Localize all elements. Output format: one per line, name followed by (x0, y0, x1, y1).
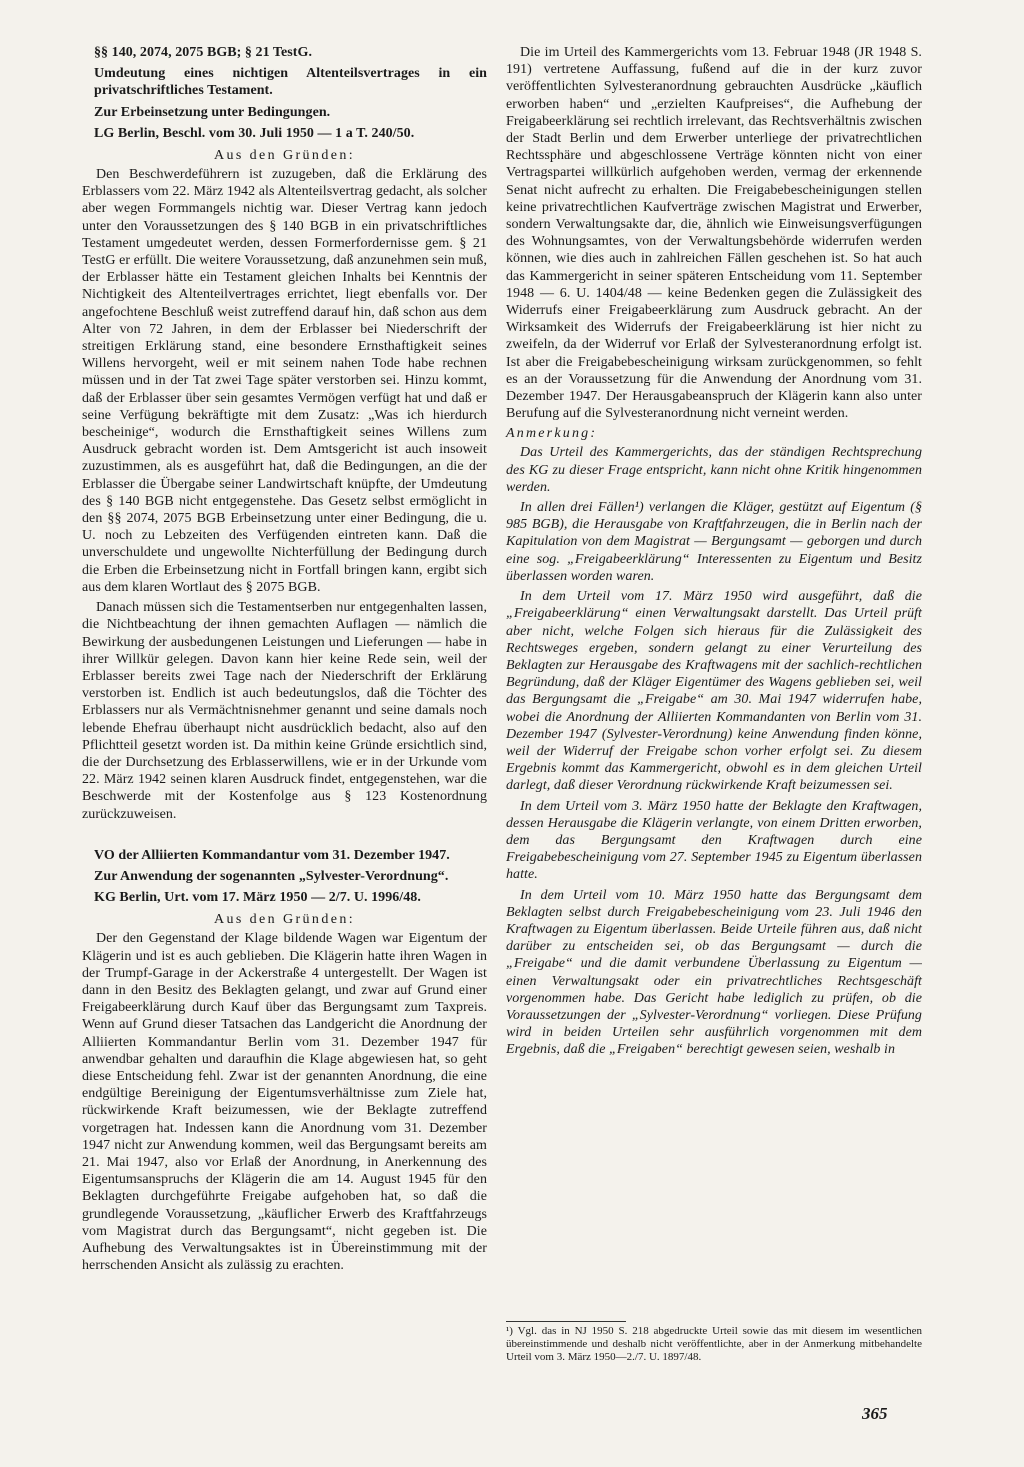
case1-section-heading: Aus den Gründen: (213, 148, 356, 164)
case1-headnote: Umdeutung eines nichtigen Altenteilsvertrages in ein privatschriftliches Testament. (94, 66, 487, 99)
case2-paragraph: Der den Gegenstand der Klage bildende Wagen war Eigentum der Klägerin und ist es auch geblieben. Die Klägerin hatte ihren Wagen in der Trumpf-Garage in der Ackerstraße 4 untergestellt. Der Wagen ist dann in den Besitz des Beklagten gelangt, und zwar auf Grund einer Freigabeerklärung durch Kauf über das Bergungsamt zum Taxpreis. Wenn auf Grund dieser Tatsachen das Landgericht die Anordnung der Alliierten Kommandantur Berlin vom 31. Dezember 1947 für anwendbar gehalten und daraufhin die Klage abgewiesen hat, so geht diese Entscheidung fehl. Zwar ist der genannten Anordnung, die eine endgültige Bereinigung der Eigentumsverhältnisse zum Ziele hat, rückwirkende Kraft beizumessen, wie der Beklagte zutreffend vorgetragen hat. Indessen kann die Anordnung vom 31. Dezember 1947 nicht zur Anwendung kommen, weil das Bergungsamt bereits am 21. Mai 1947, also vor Erlaß der Anordnung, in Anerkennung des Eigentumsanspruchs der Klägerin die am 14. August 1945 für den Beklagten durchgeführte Freigabe aufgehoben hat, so daß die grundlegende Voraussetzung, „käuflicher Erwerb des Kraftfahrzeugs vom Magistrat durch das Bergungsamt“, nicht gegeben ist. Die Aufhebung des Verwaltungsaktes ist in Übereinstimmung mit der herrschenden Ansicht als zulässig zu erachten. (82, 931, 487, 1274)
annotation-label: Anmerkung: (506, 426, 598, 442)
case2-paragraph: Die im Urteil des Kammergerichts vom 13. Februar 1948 (JR 1948 S. 191) vertretene Auffassung, fußend auf die in der kurz zuvor veröffentlichten Sylvesteranordnung gebrauchten Ausdrücke „käuflich erworben haben“ und „erzielten Kaufpreises“, die Aufhebung der Freigabeerklärung sei rechtlich irrelevant, das Rechtsverhältnis zwischen der Stadt Berlin und dem Erwerber unterliege der privatrechtlichen Rechtssphäre und abgeschlossene Verträge könnten nicht von einer Vertragspartei willkürlich aufgehoben werden, vermag der erkennende Senat nicht aufrecht zu erhalten. Die Freigabebescheinigungen stellen keine privatrechtlichen Kaufverträge zwischen Magistrat und Erwerber, sondern Verwaltungsakte dar, die, ähnlich wie Einweisungsverfügungen des Wohnungsamtes, von der Verwaltungsbehörde widerrufen werden können, wie dies auch in zahlreichen Fällen geschehen ist. So hat auch das Kammergericht in seiner späteren Entscheidung vom 11. September 1948 — 6. U. 1404/48 — keine Bedenken gegen die Zulässigkeit des Widerrufs einer Freigabeerklärung zum Ausdruck gebracht. An der Wirksamkeit des Widerrufs der Freigabeerklärung ist hier nicht zu zweifeln, da der Widerruf vor Erlaß der Sylvesteranordnung erfolgt ist. Ist aber die Freigabebescheinigung wirksam zurückgenommen, so fehlt es an der Voraussetzung für die Anwendung der Anordnung vom 31. Dezember 1947. Der Herausgabeanspruch der Klägerin kann also unter Berufung auf die Sylvesteranordnung nicht verneint werden. (506, 45, 922, 422)
annotation-paragraph: In dem Urteil vom 3. März 1950 hatte der Beklagte den Kraftwagen, dessen Herausgabe die Klägerin verlangte, von einem Dritten erworben, dem das Bergungsamt den Kraftwagen durch eine Freigabebescheinigung vom 27. September 1945 zu Eigentum überlassen hatte. (506, 798, 922, 883)
footnote: ¹) Vgl. das in NJ 1950 S. 218 abgedruckte Urteil sowie das mit diesem im wesentlichen übereinstimmende und deshalb nicht veröffentlichte, aber in der Anmerkung mitbehandelte Urteil vom 3. März 1950—2./7. U. 1897/48. (506, 1325, 922, 1364)
right-column (506, 44, 922, 1059)
page-number: 365 (862, 1404, 888, 1423)
case1-paragraph: Danach müssen sich die Testamentserben nur entgegenhalten lassen, die Nichtbeachtung der ihnen gemachten Auflagen — nämlich die Bewirkung der ausbedungenen Leistungen und Lieferungen — habe in ihrer Willkür gelegen. Davon kann hier keine Rede sein, weil der Erblasser bereits zwei Tage nach der Niederschrift der Erklärung verstorben ist. Endlich ist auch bedeutungslos, daß die Töchter des Erblassers nur als Vermächtnisnehmer genannt und seine damals noch lebende Ehefrau überhaupt nicht ausdrücklich bedacht, also auf den Pflichtteil gesetzt worden ist. Da mithin keine Gründe ersichtlich sind, die der Durchsetzung des Erblasserwillens, wie er in der Urkunde vom 22. März 1942 seinen klaren Ausdruck findet, entgegenstehen, war die Beschwerde mit der Kostenfolge aus § 123 Kostenordnung zurückzuweisen. (82, 600, 487, 822)
case2-section-heading: Aus den Gründen: (213, 912, 356, 928)
case2-court-reference: KG Berlin, Urt. vom 17. März 1950 — 2/7. U. 1996/48. (94, 890, 421, 906)
footnote-divider (506, 1321, 626, 1322)
case1-court-reference: LG Berlin, Beschl. vom 30. Juli 1950 — 1 a T. 240/50. (94, 125, 415, 141)
annotation-paragraph: In dem Urteil vom 17. März 1950 wird ausgeführt, daß die „Freigabeerklärung“ einen Verwaltungsakt darstellt. Das Urteil prüft aber nicht, welche Folgen sich hieraus für die Zulässigkeit des Rechtsweges ergeben, sondern gelangt zu einer Verurteilung des Beklagten zur Herausgabe des Kraftwagens mit der sachlich-rechtlichen Begründung, daß der Kläger Eigentümer des Wagens geblieben sei, weil das Bergungsamt die „Freigabe“ am 30. Mai 1947 widerrufen habe, wobei die Anordnung der Alliierten Kommandanten von Berlin vom 31. Dezember 1947 (Sylvester-Verordnung) keine Anwendung finden könne, weil der Widerruf der Freigabe schon vorher erfolgt sei. Zu diesem Ergebnis kommt das Kammergericht, obwohl es in dem gleichen Urteil darlegt, daß dieser Verordnung rückwirkende Kraft beizumessen sei. (506, 589, 922, 794)
case1-citation: §§ 140, 2074, 2075 BGB; § 21 TestG. (94, 45, 312, 60)
annotation-paragraph: In allen drei Fällen¹) verlangen die Kläger, gestützt auf Eigentum (§ 985 BGB), die Herausgabe von Kraftfahrzeugen, die in Berlin nach der Kapitulation von dem Magistrat — Bergungsamt — geborgen und durch eine sog. „Freigabeerklärung“ Interessenten zu Eigentum und Besitz überlassen worden waren. (506, 500, 922, 584)
annotation-paragraph: Das Urteil des Kammergerichts, das der ständigen Rechtsprechung des KG zu dieser Frage entspricht, kann nicht ohne Kritik hingenommen werden. (506, 445, 922, 495)
case1-paragraph: Den Beschwerdeführern ist zuzugeben, daß die Erklärung des Erblassers vom 22. März 1942 als Altenteilsvertrag gedacht, als solcher aber wegen Formmangels nichtig war. Dieser Vertrag kann jedoch unter den Voraussetzungen des § 140 BGB in ein privatschriftliches Testament umgedeutet werden, dessen Formerfordernisse gem. § 21 TestG er erfüllt. Die weitere Voraussetzung, daß anzunehmen sein muß, der Erblasser hätte ein Testament gleichen Inhalts bei Kenntnis der Nichtigkeit des Altenteilvertrages errichtet, liegt ebenfalls vor. Der angefochtene Beschluß weist zutreffend darauf hin, daß schon aus dem Alter von 72 Jahren, in dem der Erblasser bei Niederschrift der streitigen Erklärung stand, eine besondere Ernsthaftigkeit seines Willens hervorgeht, weil er mit seinem nahen Tode habe rechnen müssen und in der Tat zwei Tage später verstorben sei. Hinzu kommt, daß der Erblasser über sein gesamtes Vermögen verfügt hat und daß er seine Verfügung bekräftigte mit dem Zusatz: „Was ich hierdurch bescheinige“, wodurch die Ernsthaftigkeit seines Willens zum Ausdruck gebracht worden ist. Dem Amtsgericht ist auch insoweit zuzustimmen, als es ausgeführt hat, daß die Bedingungen, an die der Erblasser die Übergabe seiner Landwirtschaft knüpfte, der Umdeutung des § 140 BGB nicht entgegenstehe. Das Gesetz selbst ermöglicht in den §§ 2074, 2075 BGB Erbeinsetzung unter einer Bedingung, die u. U. noch zu Lebzeiten des Verfügenden eintreten kann. Daß die unverschuldete und ungewollte Nichterfüllung der Bedingung durch die Erben die Erbeinsetzung nicht in Fortfall bringen kann, ergibt sich aus dem klaren Wortlaut des § 2075 BGB. (82, 167, 487, 595)
case2-citation: VO der Alliierten Kommandantur vom 31. Dezember 1947. (94, 847, 450, 863)
annotation-paragraph: In dem Urteil vom 10. März 1950 hatte das Bergungsamt dem Beklagten selbst durch Freigabebescheinigung vom 23. Juli 1946 den Kraftwagen zu Eigentum überlassen. Beide Urteile führen aus, daß nicht darüber zu entscheiden sei, ob das Bergungsamt — durch die „Freigabe“ und die damit verbundene Überlassung zu Eigentum — einen Verwaltungsakt oder ein privatrechtliches Rechtsgeschäft vorgenommen habe. Das Gericht habe lediglich zu prüfen, ob die Voraussetzungen der „Sylvester-Verordnung“ vorliegen. Diese Prüfung wird in beiden Urteilen sehr ausführlich vorgenommen mit dem Ergebnis, daß die „Freigaben“ berechtigt gewesen seien, weshalb in (506, 887, 922, 1058)
case2-headnote: Zur Anwendung der sogenannten „Sylvester-Verordnung“. (94, 868, 449, 884)
case1-headnote-conditions: Zur Erbeinsetzung unter Bedingungen. (94, 104, 331, 120)
left-column (82, 44, 487, 1274)
